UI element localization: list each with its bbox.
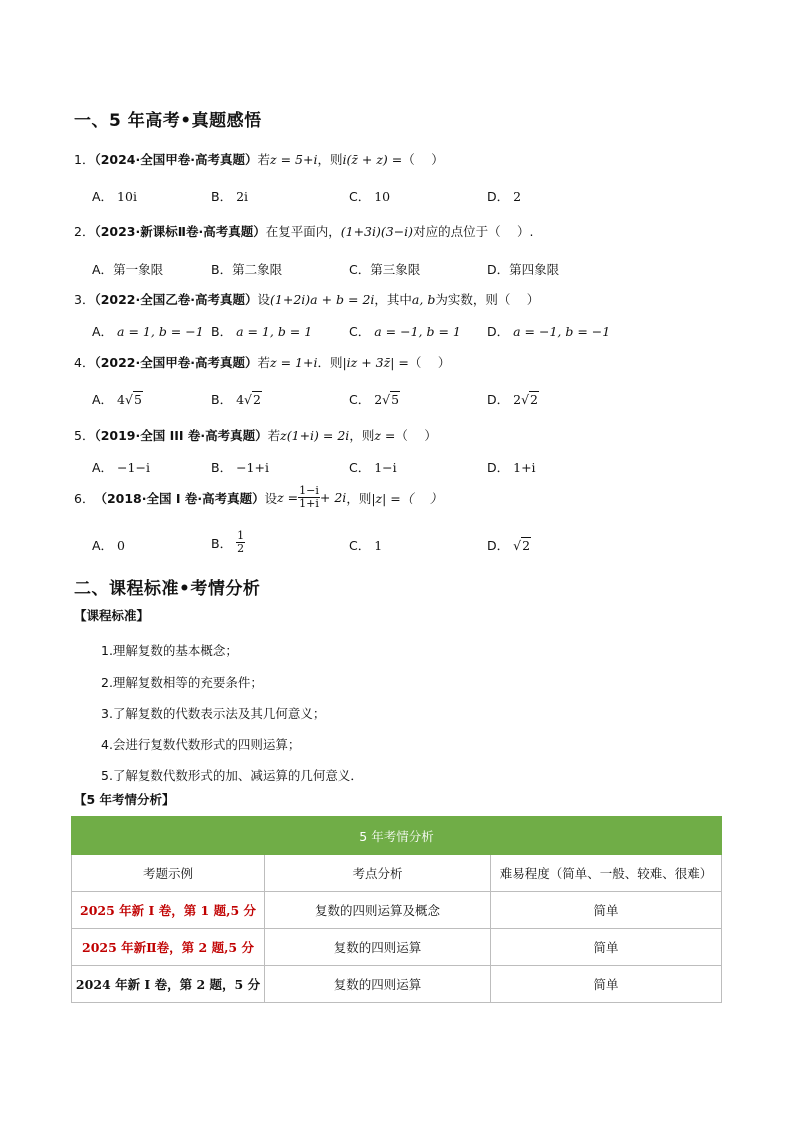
question-1: 1．（2024·全国甲卷·高考真题）若z = 5+i，则i(z̄ + z) =（ ）	[74, 152, 444, 167]
exam-level: 简单	[491, 892, 722, 929]
option-a[interactable]: A． 0	[92, 538, 125, 553]
option-a[interactable]: A． 4√5	[92, 392, 142, 407]
question-6: 6． （2018·全国 I 卷·高考真题） 设 z = $\frac{1-i}{1+i}$ + 2i ，则 |z| =（ ）	[74, 484, 443, 510]
option-d[interactable]: D． 1+i	[487, 460, 536, 475]
option-d[interactable]: D． 2√2	[487, 392, 538, 407]
exam-point: 复数的四则运算	[265, 929, 491, 966]
question-3: 3．（2022·全国乙卷·高考真题）设(1+2i)a + b = 2i，其中a, b为实数，则（ ）	[74, 292, 540, 307]
table-title-row	[72, 817, 722, 855]
question-source: （2019·全国 III 卷·高考真题）	[94, 428, 268, 443]
option-d[interactable]: D． √2	[487, 538, 531, 553]
exam-example: 2025 年新 I 卷，第 1 题,5 分	[72, 892, 265, 929]
question-source: （2022·全国甲卷·高考真题）	[94, 355, 258, 370]
question-source: （2018·全国 I 卷·高考真题）	[94, 490, 265, 506]
option-b[interactable]: B．第二象限	[211, 262, 283, 277]
option-c[interactable]: C．第三象限	[349, 262, 421, 277]
standard-item: 5.了解复数代数形式的加、减运算的几何意义．	[101, 768, 363, 783]
option-d[interactable]: D． a = −1, b = −1	[487, 324, 611, 339]
table-header-row	[72, 855, 722, 892]
option-a[interactable]: A． 10i	[92, 189, 137, 204]
question-source: （2022·全国乙卷·高考真题）	[94, 292, 258, 307]
option-b[interactable]: B． 2i	[211, 189, 249, 204]
option-b[interactable]: B． −1+i	[211, 460, 269, 475]
question-source: （2024·全国甲卷·高考真题）	[94, 152, 258, 167]
exam-point: 复数的四则运算及概念	[265, 892, 491, 929]
analysis-heading: 【5 年考情分析】	[74, 792, 175, 807]
standard-item: 2.理解复数相等的充要条件；	[101, 675, 263, 690]
option-a[interactable]: A．第一象限	[92, 262, 164, 277]
option-c[interactable]: C． a = −1, b = 1	[349, 324, 461, 339]
exam-level: 简单	[491, 966, 722, 1003]
section-title-2: 二、课程标准•考情分析	[74, 579, 261, 599]
option-b[interactable]: B． $\frac{1}{2}$	[211, 529, 245, 555]
column-header: 难易程度（简单、一般、较难、很难）	[491, 855, 722, 892]
question-2: 2．（2023·新课标Ⅱ卷·高考真题）在复平面内，(1+3i)(3−i)对应的点位于（ ）.	[74, 224, 534, 239]
option-a[interactable]: A． −1−i	[92, 460, 150, 475]
column-header: 考点分析	[265, 855, 491, 892]
option-c[interactable]: C． 1	[349, 538, 383, 553]
exam-point: 复数的四则运算	[265, 966, 491, 1003]
exam-example: 2024 年新 I 卷，第 2 题，5 分	[72, 966, 265, 1003]
standard-item: 1.理解复数的基本概念；	[101, 643, 238, 658]
question-4: 4．（2022·全国甲卷·高考真题）若z = 1+i．则|iz + 3z̄| =（ ）	[74, 355, 451, 370]
table-row	[72, 929, 722, 966]
option-d[interactable]: D． 2	[487, 189, 522, 204]
option-d[interactable]: D．第四象限	[487, 262, 560, 277]
standard-item: 3.了解复数的代数表示法及其几何意义；	[101, 706, 326, 721]
table-title: 5 年考情分析	[72, 817, 722, 855]
option-c[interactable]: C． 10	[349, 189, 391, 204]
option-a[interactable]: A． a = 1, b = −1	[92, 324, 204, 339]
option-b[interactable]: B． 4√2	[211, 392, 261, 407]
standards-heading: 【课程标准】	[74, 608, 150, 623]
option-c[interactable]: C． 1−i	[349, 460, 397, 475]
exam-analysis-table	[71, 816, 722, 1003]
table-row	[72, 966, 722, 1003]
question-5: 5．（2019·全国 III 卷·高考真题）若z(1+i) = 2i，则z =（ ）	[74, 428, 437, 443]
standard-item: 4.会进行复数代数形式的四则运算；	[101, 737, 301, 752]
option-b[interactable]: B． a = 1, b = 1	[211, 324, 313, 339]
exam-example: 2025 年新Ⅱ卷，第 2 题,5 分	[72, 929, 265, 966]
fraction: $\frac{1-i}{1+i}$	[299, 484, 319, 510]
option-c[interactable]: C． 2√5	[349, 392, 400, 407]
table-row	[72, 892, 722, 929]
section-title-1: 一、5 年高考•真题感悟	[74, 111, 262, 131]
question-source: （2023·新课标Ⅱ卷·高考真题）	[94, 224, 266, 239]
column-header: 考题示例	[72, 855, 265, 892]
exam-level: 简单	[491, 929, 722, 966]
